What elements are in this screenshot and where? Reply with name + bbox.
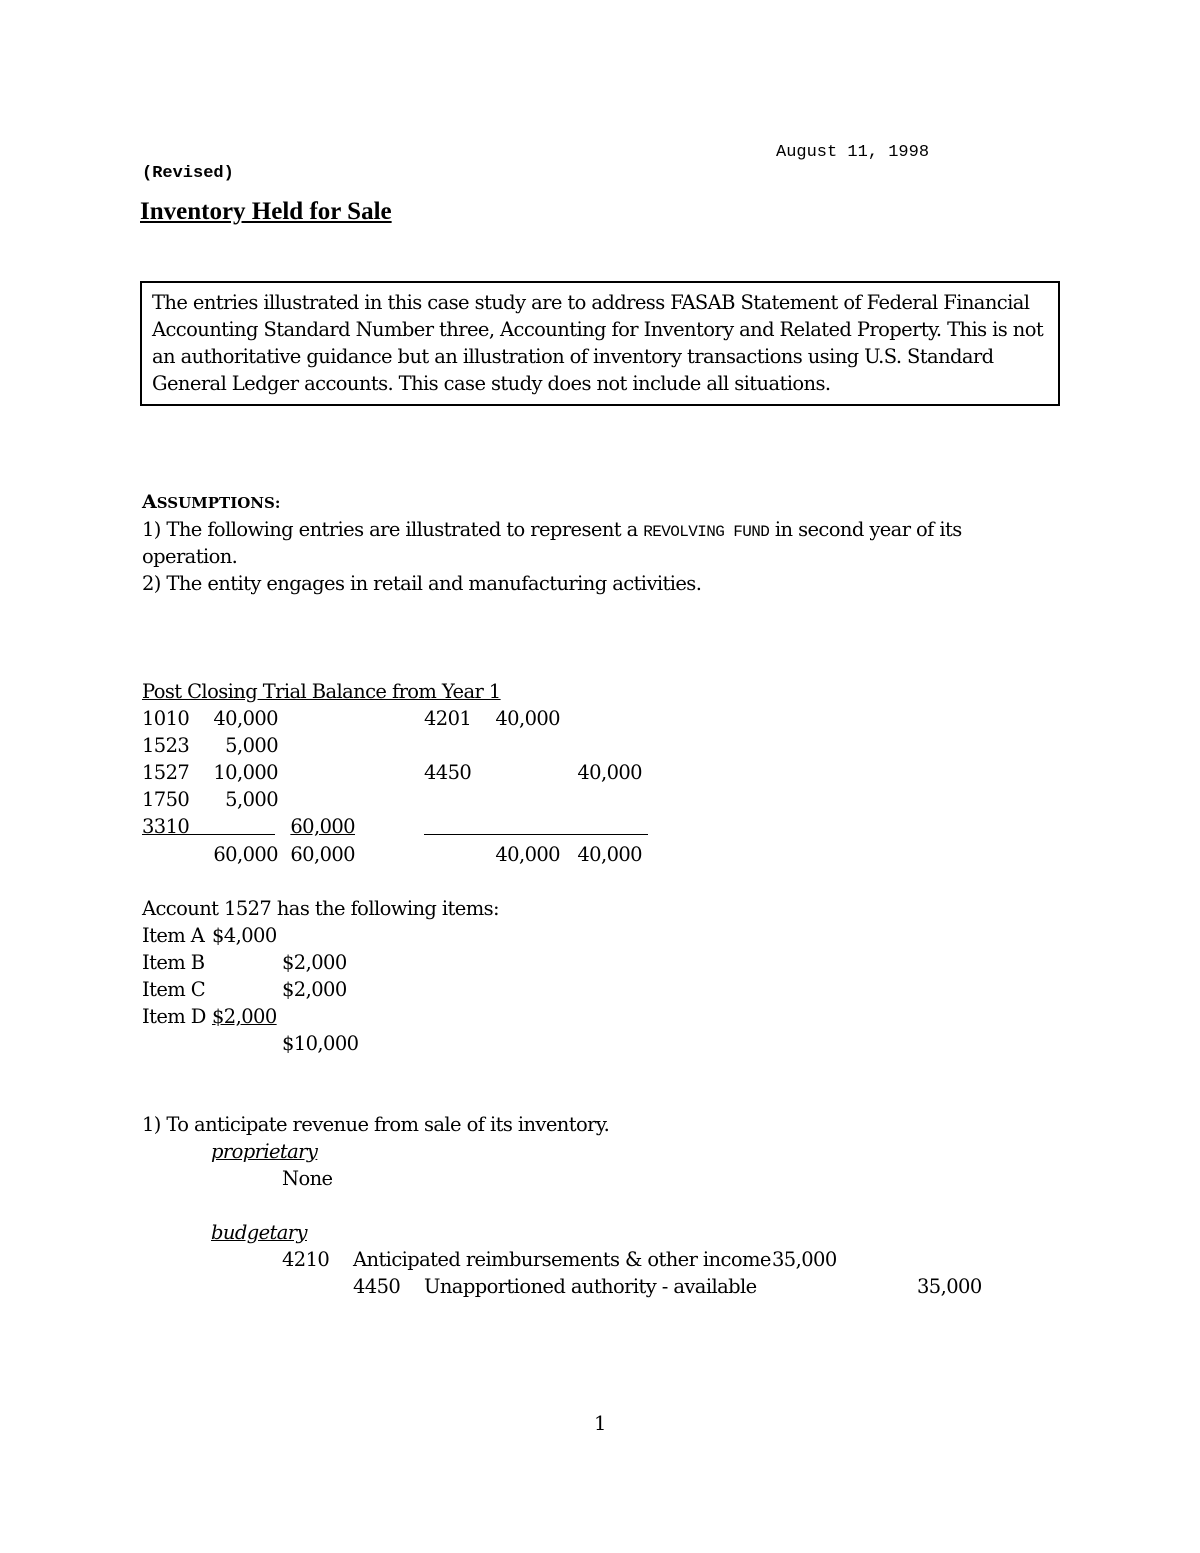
tb-debit: 5,000 (225, 788, 278, 811)
tb-total-debit: 60,000 (213, 843, 278, 866)
item-amount: $2,000 (212, 1005, 277, 1028)
page-title: Inventory Held for Sale (140, 198, 392, 225)
item-label: Item D (142, 1005, 206, 1028)
tb-account: 1523 (142, 734, 190, 757)
tb-credit: 40,000 (577, 761, 642, 784)
tb-account: 1527 (142, 761, 190, 784)
document-date: August 11, 1998 (776, 143, 930, 162)
item-amount: $2,000 (282, 951, 347, 974)
tb-account: 4450 (424, 761, 472, 784)
tb-debit: 10,000 (213, 761, 278, 784)
debit-account: 4210 (282, 1248, 330, 1271)
tb-total-credit: 60,000 (290, 843, 355, 866)
tb-total-debit: 40,000 (495, 843, 560, 866)
item-label: Item B (142, 951, 205, 974)
trial-balance-heading: Post Closing Trial Balance from Year 1 (142, 680, 501, 703)
proprietary-label: proprietary (211, 1140, 318, 1163)
item-amount: $4,000 (212, 924, 277, 947)
entry-1-title: 1) To anticipate revenue from sale of its inventory. (142, 1113, 610, 1136)
tb-debit: 5,000 (225, 734, 278, 757)
assumptions-heading: ASSUMPTIONS: (142, 491, 281, 513)
budgetary-label: budgetary (211, 1221, 307, 1244)
credit-account: 4450 (353, 1275, 401, 1298)
item-amount: $2,000 (282, 978, 347, 1001)
notice-box (140, 281, 1060, 406)
revised-label: (Revised) (142, 164, 234, 183)
tb-debit: 40,000 (213, 707, 278, 730)
tb-account: 3310 (142, 815, 190, 838)
tb-account: 1010 (142, 707, 190, 730)
tb-account: 1750 (142, 788, 190, 811)
debit-amount: 35,000 (772, 1248, 837, 1271)
assumption-1-continued: operation. (142, 545, 238, 568)
tb-credit: 60,000 (290, 815, 355, 838)
tb-total-credit: 40,000 (577, 843, 642, 866)
tb-total-rule (424, 834, 648, 835)
item-label: Item A (142, 924, 205, 947)
tb-underline (185, 834, 275, 835)
proprietary-value: None (282, 1167, 333, 1190)
assumption-1: 1) The following entries are illustrated to represent a REVOLVING FUND in second year of its (142, 518, 962, 541)
credit-amount: 35,000 (917, 1275, 982, 1298)
assumption-2: 2) The entity engages in retail and manufacturing activities. (142, 572, 702, 595)
tb-debit: 40,000 (495, 707, 560, 730)
page-number: 1 (594, 1412, 606, 1435)
item-label: Item C (142, 978, 206, 1001)
tb-account: 4201 (424, 707, 472, 730)
revolving-fund-term: REVOLVING FUND (643, 523, 770, 541)
items-total: $10,000 (282, 1032, 359, 1055)
debit-description: Anticipated reimbursements & other income (353, 1248, 771, 1271)
account-1527-intro: Account 1527 has the following items: (142, 897, 499, 920)
notice-text: The entries illustrated in this case study are to address FASAB Statement of Federal Financial Accounting Standard Number three, Accounting for Inventory and Related Property. This is not an authoritative guidance but an illustration of inventory transactions using U.S. Standard General Ledger accounts. This case study does not include all situations. (152, 291, 1044, 395)
credit-description: Unapportioned authority - available (424, 1275, 757, 1298)
